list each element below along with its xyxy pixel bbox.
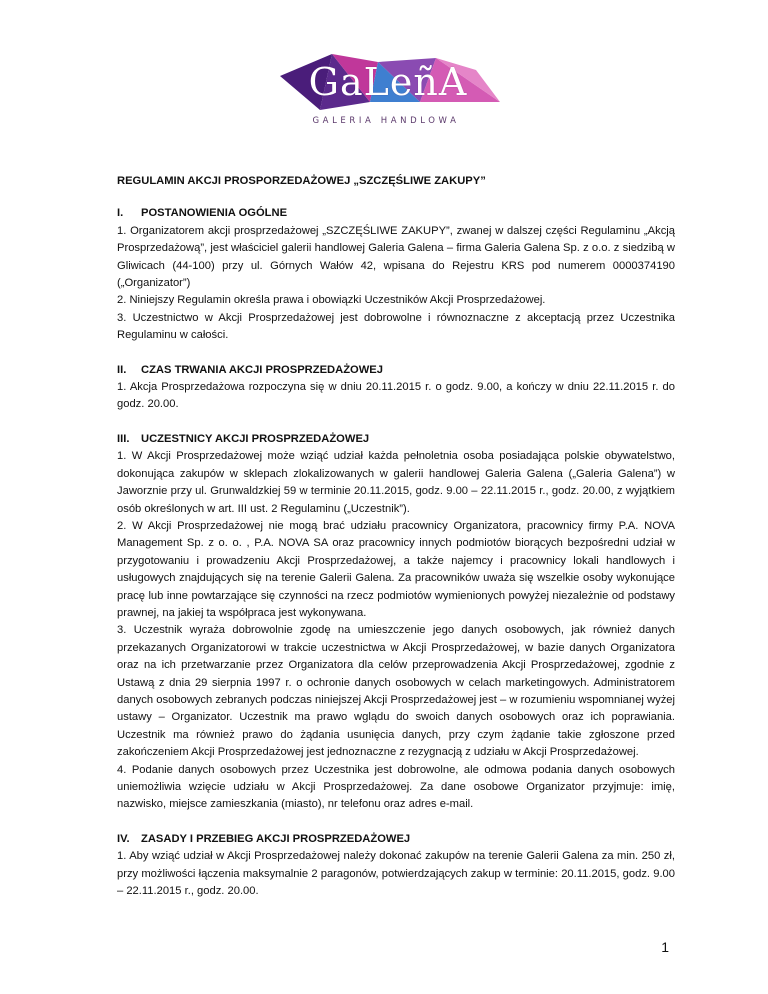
paragraph: 4. Podanie danych osobowych przez Uczestnika jest dobrowolne, ale odmowa podania danych osobowych uniemożliwia wzięcie udziału w Akcji Prosprzedażowej. Za dane osobowe Organizator przyjmuje: imię, nazwisko, miejsce zamieszkania (miasto), nr telefonu oraz adres e-mail. xyxy=(117,763,675,811)
section-rules xyxy=(117,831,675,901)
document-title: REGULAMIN AKCJI PROSPORZEDAŻOWEJ „SZCZĘŚLIWE ZAKUPY” xyxy=(117,175,486,187)
paragraph: 1. W Akcji Prosprzedażowej może wziąć udział każda pełnoletnia osoba posiadająca polskie obywatelstwo, dokonująca zakupów w sklepach zlokalizowanych w galerii handlowej Galeria Galena („Galeria Galena”) w Jaworznie przy ul. Grunwaldzkiej 59 w terminie 20.11.2015, godz. 9.00 – 22.11.2015 r., godz. 20.00, z wyjątkiem osób określonych w art. III ust. 2 Regulaminu („Uczestnik”). xyxy=(117,450,675,515)
section-participants xyxy=(117,431,675,814)
paragraph: 1. Aby wziąć udział w Akcji Prosprzedażowej należy dokonać zakupów na terenie Galerii Galena za min. 250 zł, przy możliwości łączenia maksymalnie 2 paragonów, potwierdzających zakup w terminie: 20.11.2015, godz. 9.00 – 22.11.2015 r., godz. 20.00. xyxy=(117,850,675,898)
paragraph: 2. Niniejszy Regulamin określa prawa i obowiązki Uczestników Akcji Prosprzedażowej. xyxy=(117,294,546,307)
section-duration xyxy=(117,362,675,414)
section-heading: II. CZAS TRWANIA AKCJI PROSPRZEDAŻOWEJ xyxy=(117,363,383,376)
section-heading: I. POSTANOWIENIA OGÓLNE xyxy=(117,207,288,220)
logo-wordmark: GaLeñA xyxy=(308,60,468,104)
paragraph: 1. Organizatorem akcji prosprzedażowej „SZCZĘŚLIWE ZAKUPY”, zwanej w dalszej części Regulaminu „Akcją Prosprzedażową”, jest właściciel galerii handlowej Galeria Galena – firma Galeria Galena Sp. z o.o. z siedzibą w Gliwicach (44-100) przy ul. Górnych Wałów 42, wpisana do Rejestru KRS pod numerem 0000374190 („Organizator”) xyxy=(117,224,675,290)
paragraph: 3. Uczestnik wyraża dobrowolnie zgodę na umieszczenie jego danych osobowych, jak również danych przekazanych Organizatorowi w trakcie uczestnictwa w Akcji Prosprzedażowej, w bazie danych Organizatora oraz na ich przetwarzanie przez Organizatora dla celów przeprowadzenia Akcji Prosprzedażowej, zgodnie z Ustawą z dnia 29 sierpnia 1997 r. o ochronie danych osobowych w celach marketingowych. Administratorem danych osobowych zebranych podczas niniejszej Akcji Prosprzedażowej jest – w rozumieniu wspomnianej wyżej ustawy – Organizator. Uczestnik ma prawo wglądu do swoich danych osobowych oraz ich poprawiania. Uczestnik ma również prawo do żądania usunięcia danych, przy czym żądanie takie zgłoszone przed zakończeniem Akcji Prosprzedażowej jest jednoznaczne z rezygnacją z udziału w Akcji Prosprzedażowej. xyxy=(117,624,675,759)
document-body xyxy=(117,173,675,917)
section-heading: III. UCZESTNICY AKCJI PROSPRZEDAŻOWEJ xyxy=(117,432,370,445)
logo-subtitle: GALERIA HANDLOWA xyxy=(312,116,460,126)
section-general xyxy=(117,205,675,344)
header-logo xyxy=(0,0,768,150)
paragraph: 2. W Akcji Prosprzedażowej nie mogą brać udziału pracownicy Organizatora, pracownicy firmy P.A. NOVA Management Sp. z o. o. , P.A. NOVA SA oraz pracownicy innych podmiotów biorących bezpośredni udział w przygotowaniu i prowadzeniu Akcji Prosprzedażowej, a także najemcy i pracownicy lokali handlowych i usługowych znajdujących się na terenie Galerii Galena. Za pracowników uważa się wszelkie osoby wykonujące pracę lub inne powtarzające się czynności na rzecz podmiotów wymienionych powyżej niezależnie od podstawy prawnej, na jakiej ta współpraca jest wykonywana. xyxy=(117,519,675,619)
paragraph: 1. Akcja Prosprzedażowa rozpoczyna się w dniu 20.11.2015 r. o godz. 9.00, a kończy w dniu 22.11.2015 r. do godz. 20.00. xyxy=(117,381,675,411)
section-heading: IV. ZASADY I PRZEBIEG AKCJI PROSPRZEDAŻOWEJ xyxy=(117,832,411,845)
paragraph: 3. Uczestnictwo w Akcji Prosprzedażowej jest dobrowolne i równoznaczne z akceptacją przez Uczestnika Regulaminu w całości. xyxy=(117,311,675,342)
page-number: 1 xyxy=(661,939,669,955)
